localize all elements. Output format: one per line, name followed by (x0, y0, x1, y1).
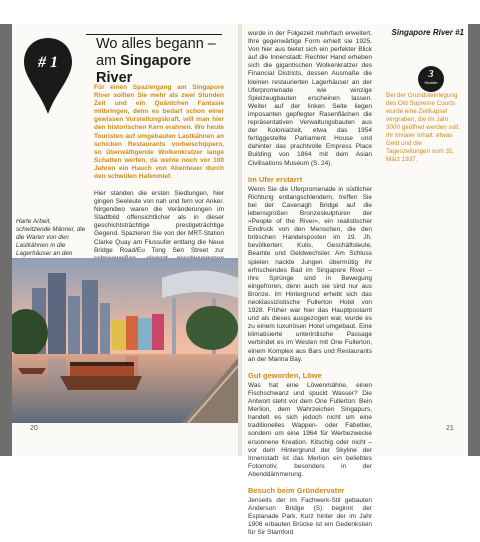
subheading-3: Besuch beim Gründervater (248, 485, 345, 495)
side-note: Bei der Grundsteinlegung des Old Supreme Courts wurde eine Zeitkapsel vergraben, die im Jahr 3000 geöffnet werden soll. Ihr trivialer Inhalt: etwas Geld und die Tageszeitungen vom 31. März 1937. (386, 92, 460, 163)
paragraph-3: Was hat eine Löwenmähne, einen Fischschwanz und spuckt Wasser? Die Antwort steht vor dem One Fullerton: Bein Merlion, dem Wahrzeichen Singapurs, handelt es sich jedoch nicht um eine traditionelles Wappen- oder Fabeltier, sondern um eine 1964 für Werbezwecke ersonnene Kreation. Kitschig oder nicht – vor dem Hintergrund der Skyline der Innenstadt ist das Merlion ein beliebtes Fotomotiv, besonders in der Abenddämmerung. (248, 381, 372, 478)
photo-caption: Harte Arbeit, schwitzende Männer, die die Waren von den Lastkähnen in die Lagerhäuser an den (16, 218, 86, 257)
title-prefix: Wo alles begann – am (96, 36, 216, 69)
intro-paragraph: Für einen Spaziergang am Singapore River sollten Sie mehr als zwei Stunden Zeit und ein Quäntchen Fantasie mitbringen, denn es bedarf schon einer gewissen Vorstellungskraft, will man hier den historischen Kern erahnen. Wo heute Touristen auf umgebauten Lastkähnen an schicken Restaurants vorbeischippern, so überwältigende Wolkenkratzer lange Schatten werfen, da wehte noch vor 100 Jahren ein Hauch von Abenteuer durch den schwülen Hafenmief. (94, 84, 224, 181)
subheading-1: Im Ufer erstarrt (248, 174, 303, 184)
paragraph-2: Wenn Sie die Uferpromenade in südlicher Richtung entlangschlendern, treffen Sie bei der Cavenagh Bridge auf die lebensgroßen Bronzeskulpturen der »People of the River«, ein realistischer Eindruck von den Menschen, die den britischen Handelsposten im 19. Jh. bevölkerten: Kulis, Geschäftsleute, Beamte und Geldwechsler. Am Schluss spielen nackte Jungen übermütig ihr erfrischendes Bad im Singapore River – ihre Sprünge sind in Bewegung eingefroren, denn auch sie sind nur aus Bronze. Im Hintergrund erhebt sich das neoklassizistische Fullerton Hotel von 1928. Früher war hier das Hauptpostamt und als dieses ausgezogen war, wurde es zu einem luxuriösen Hotel umgebaut. Eine klimatisierte unterirdische Passage verbindet es im Westen mit One Fullerton, einem Komplex aus Bars und Restaurants an der Marina Bay. (248, 185, 372, 363)
page-number-right: 21 (446, 425, 454, 432)
paragraph-4: Jenseits der im Fachwerk-Stil gebauten Anderson Bridge (S) beginnt der Esplanade Park. Kurz hinter der im Jahr 1906 erbauten Brücke ist ein Gedenkstein für Sir Stamford (248, 497, 372, 537)
book-cover-edge-left (0, 24, 12, 456)
tour-number-label: # 1 (38, 54, 58, 71)
book-cover-edge-right (468, 24, 480, 456)
book-spine (238, 24, 242, 456)
map-pin-icon (22, 36, 74, 116)
title-highlight: Singapore River (96, 53, 192, 86)
title-rule (86, 34, 222, 35)
main-column-right (248, 30, 372, 542)
page-title (96, 36, 226, 87)
singapore-river-photo (12, 258, 238, 423)
duration-unit: Stunden (424, 81, 438, 85)
paragraph-1: wurde in der Folgezeit mehrfach erweitert. Ihre gegenwärtige Form erhielt sie 1925. Von hier aus bietet sich ein perfekter Blick auf die Innenstadt: Rechter Hand erheben sich die gigantischen Wolkenkratzer des Financial Districts, dessen Ausmaße die kleinen restaurierten Lagerhäuser an der Uferpromenade wie winzige Spielzeugbauten erscheinen lassen. Weiter auf der linken Seite liegen imposanten gepflegter Rasenflächen die repräsentativen Verwaltungsbauten aus der Kolonialzeit, etwa das 1954 fertiggestellte Parliament House und dahinter das prachtvolle Empress Place Building von 1864 mit dem Asian Civilisations Museum (S. 24). (248, 30, 372, 167)
page-number-left: 20 (30, 425, 38, 432)
subheading-2: Gut geworden, Löwe (248, 370, 322, 380)
body-text-part1: Hier standen die ersten Siedlungen, hier gingen Seeleute von nah und fern vor Anker. Nirgendwo waren die Veränderungen im Stadtbild offensichtlicher als in dieser geschichtsträchtige prestigeträchtige Gegend. Spazieren Sie von der MRT-Station Clarke Quay am Flussufer entlang die Neue Bridge Road/Eu Tong Sen Street zur (94, 190, 224, 254)
running-header: Singapore River #1 (391, 28, 464, 37)
duration-number: 3 (428, 69, 434, 80)
